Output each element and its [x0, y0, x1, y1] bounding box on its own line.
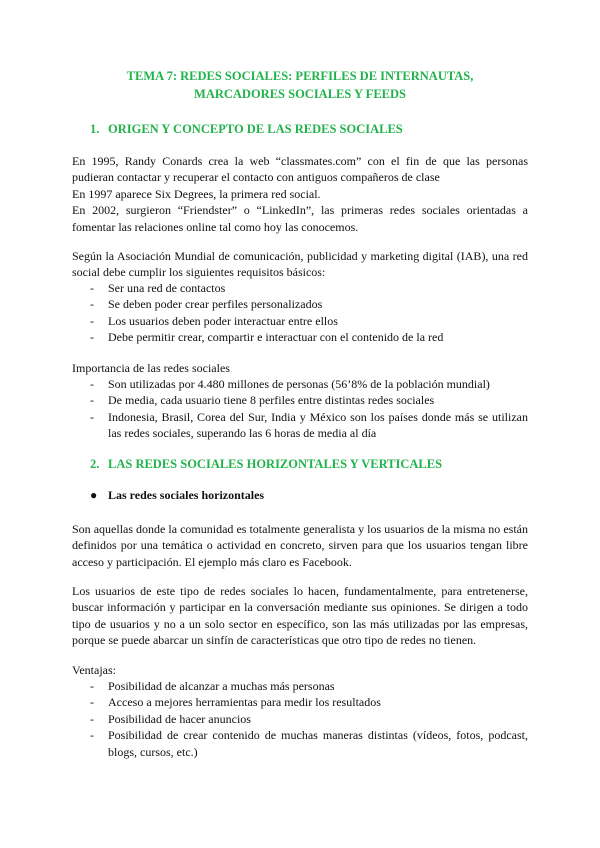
section-2-title: LAS REDES SOCIALES HORIZONTALES Y VERTICALES: [108, 457, 443, 471]
list-item: - Posibilidad de hacer anuncios: [90, 711, 251, 726]
requirements-intro: Según la Asociación Mundial de comunicación, publicidad y marketing digital (IAB), una red social debe cumplir los siguientes requisitos básicos:: [72, 249, 528, 280]
list-item: - Debe permitir crear, compartir e interactuar con el contenido de la red: [90, 330, 444, 345]
list-item: - Los usuarios deben poder interactuar entre ellos: [90, 313, 338, 328]
advantages-list: [72, 678, 528, 760]
importance-list: [72, 376, 528, 442]
section-1-history-paragraph: [72, 153, 528, 235]
list-item: - Ser una red de contactos: [90, 281, 226, 295]
horizontal-networks-subheading: [90, 488, 264, 503]
advantages-intro: Ventajas:: [72, 663, 116, 677]
horizontal-definition-paragraph: Son aquellas donde la comunidad es totalmente generalista y los usuarios de la misma no están definidos por una temática o actividad en concreto, sirven para que los usuarios tengan libre acceso y participación. El ejemplo más claro es Facebook.: [72, 522, 528, 569]
document-title: TEMA 7: REDES SOCIALES: PERFILES DE INTERNAUTAS, MARCADORES SOCIALES Y FEEDS: [126, 69, 474, 101]
list-item: - Posibilidad de alcanzar a muchas más personas: [90, 679, 335, 693]
history-line: En 1995, Randy Conards crea la web “classmates.com” con el fin de que las personas pudieran contactar y recuperar el contacto con antiguos compañeros de clase: [72, 154, 528, 185]
history-line: En 1997 aparece Six Degrees, la primera red social.: [72, 186, 321, 201]
list-item: - Se deben poder crear perfiles personalizados: [90, 297, 323, 312]
history-line: En 2002, surgieron “Friendster” o “LinkedIn”, las primeras redes sociales orientadas a fomentar las relaciones online tal como hoy las conocemos.: [72, 203, 528, 234]
list-item: - Posibilidad de crear contenido de muchas maneras distintas (vídeos, fotos, podcast, blogs, cursos, etc.): [90, 728, 528, 759]
section-2-number: 2.: [90, 457, 100, 471]
section-1-title: ORIGEN Y CONCEPTO DE LAS REDES SOCIALES: [108, 122, 403, 136]
list-item: - Indonesia, Brasil, Corea del Sur, India y México son los países donde más se utilizan las redes sociales, superando las 6 horas de media al día: [90, 409, 528, 441]
section-2-heading: [90, 456, 442, 472]
bullet-icon: ●: [90, 488, 98, 502]
list-item: - Acceso a mejores herramientas para medir los resultados: [90, 695, 381, 710]
requirements-list: [72, 280, 528, 346]
section-1-number: 1.: [90, 122, 100, 136]
importance-intro: Importancia de las redes sociales: [72, 361, 230, 375]
section-1-heading: [90, 121, 403, 137]
list-item: - De media, cada usuario tiene 8 perfiles entre distintas redes sociales: [90, 393, 435, 408]
subheading-text: Las redes sociales horizontales: [108, 488, 265, 502]
list-item: - Son utilizadas por 4.480 millones de personas (56’8% de la población mundial): [90, 377, 490, 391]
horizontal-usage-paragraph: Los usuarios de este tipo de redes sociales lo hacen, fundamentalmente, para entretenerse, buscar información y participar en la conversación mediante sus opiniones. Se dirigen a todo tipo de usuarios y no a un solo sector en específico, son las más utilizadas por las empresas, porque se puede abarcar un sinfín de características que otro tipo de redes no tienen.: [72, 584, 528, 648]
